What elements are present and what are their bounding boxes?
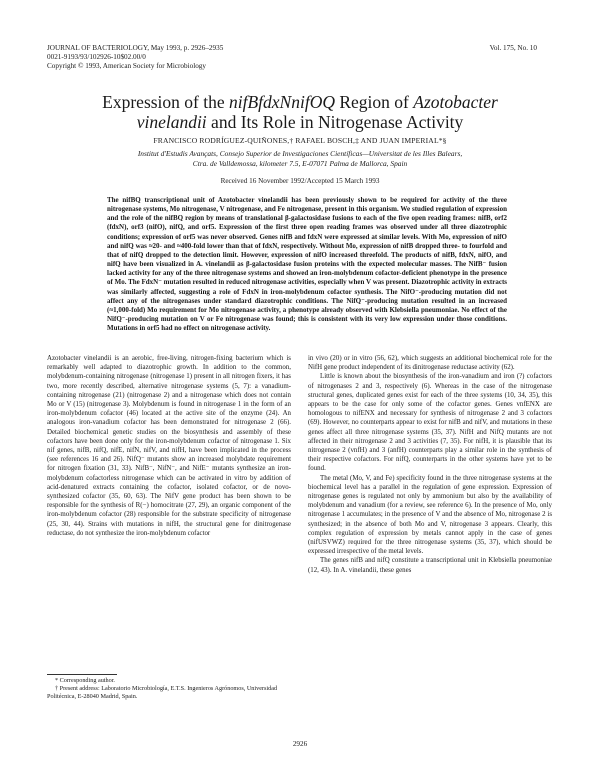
volume-line: Vol. 175, No. 10 [489,44,537,52]
journal-header [47,44,223,71]
body-paragraph: The genes nifB and nifQ constitute a transcriptional unit in Klebsiella pneumoniae (12, 43). In A. vinelandii, these genes [308,557,552,574]
title-part: and Its Role in Nitrogenase Activity [206,112,464,132]
title-part: Expression of the [102,92,230,112]
issn-line: 0021-9193/93/102926-10$02.00/0 [47,53,146,61]
title-part: Region of [334,92,414,112]
abstract: The nifBQ transcriptional unit of Azotobacter vinelandii has been previously shown to be required for activity of the three nitrogenase systems, Mo nitrogenase, V nitrogenase, and Fe nitrogenase, present in this organism. We studied regulation of expression and the role of the nifBQ region by means of translational β-galactosidase fusions to each of the five open reading frames: nifB, orf2 (fdxN), orf3 (nifO), nifQ, and orf5. Expression of the first three open reading frames was observed under all three diazotrophic conditions; expression of orf5 was never observed. Genes nifB and fdxN were expressed at similar levels. With Mo, expression of nifO and nifQ was ≈20- and ≈400-fold lower than that of fdxN, respectively. Without Mo, expression of nifB dropped three- to fourfold and that of nifQ dropped to the detection limit. However, expression of nifO increased threefold. The products of nifB, fdxN, nifO, and nifQ have been visualized in A. vinelandii as β-galactosidase fusion proteins with the expected molecular masses. The NifB⁻ fusion lacked activity for any of the three nitrogenase systems and showed an iron-molybdenum cofactor-deficient phenotype in the presence of Mo. The FdxN⁻ mutation resulted in reduced nitrogenase activities, especially when V was present. Diazotrophic activity in extracts was similarly affected, suggesting a role of FdxN in iron-molybdenum cofactor synthesis. The NifO⁻-producing mutation did not affect any of the nitrogenases under standard diazotrophic conditions. The NifQ⁻-producing mutation resulted in an increased (≈1,000-fold) Mo requirement for Mo nitrogenase activity, a phenotype already observed with Klebsiella pneumoniae. No effect of the NifQ⁻-producing mutation on V or Fe nitrogenase was found; this is consistent with its very low expression under those conditions. Mutations in orf5 had no effect on nitrogenase activity. [107,196,507,333]
received-date: Received 16 November 1992/Accepted 15 March 1993 [220,177,380,185]
footnote-address: † Present address: Laboratorio Microbiología, E.T.S. Ingenieros Agrónomos, Universidad Politécnica, E-28040 Madrid, Spain. [47,685,278,700]
affiliation [90,149,510,168]
body-paragraph: Little is known about the biosynthesis of the iron-vanadium and iron (?) cofactors of nitrogenases 2 and 3, respectively (6). Whereas in the case of the nitrogenase structural genes, duplicated genes exist for each of the three systems (10, 34, 35), this appears to be the case for only some of the cofactor genes. Genes vnfENX are homologous to nifENX and necessary for synthesis of nitrogenase 2 and 3 cofactors (69). However, no counterparts appear to exist for nifB and nifV, and mutations in these genes affect all three nitrogenase systems (35, 37). NifH and NifQ mutants are not affected in their nitrogenase 2 and 3 activities (7, 35). For nifH, it is plausible that its nitrogenase 2 (vnfH) and 3 (anfH) counterparts play a similar role in the synthesis of their respective cofactors. For nifQ, counterparts in the other systems have yet to be found. [308,373,552,473]
copyright-line: Copyright © 1993, American Society for Microbiology [47,62,206,70]
footnote-corresponding: * Corresponding author. [55,677,115,684]
body-column-left [47,354,291,538]
title-species: vinelandii [136,112,207,132]
affiliation-line: Institut d'Estudis Avançats, Consejo Superior de Investigaciones Científicas—Universitat de les Illes Balears, [137,149,463,158]
journal-line: JOURNAL OF BACTERIOLOGY, May 1993, p. 2926–2935 [47,44,224,52]
footnotes [47,677,291,701]
page-number: 2926 [292,740,308,748]
body-paragraph: Azotobacter vinelandii is an aerobic, free-living, nitrogen-fixing bacterium which is remarkably well adapted to diazotrophic growth. In addition to the common, molybdenum-containing nitrogenase (nitrogenase 1) present in all nitrogen fixers, it has two, more recently described, alternative nitrogenase systems (5, 7): a vanadium-containing nitrogenase (21) (nitrogenase 2) and a nitrogenase which does not contain Mo or V (15) (nitrogenase 3). Molybdenum is found in nitrogenase 1 in the form of an iron-molybdenum cofactor (46) located at the active site of the enzyme (24). An analogous iron-vanadium cofactor has been demonstrated for nitrogenase 2 (66). Detailed biochemical genetic studies on the biosynthesis and assembly of these cofactors have been done only for the iron-molybdenum cofactor of nitrogenase 1. Six nif genes, nifB, nifQ, nifE, nifN, nifV, and nifH, have been implicated in the process (see references 16 and 26). NifQ⁻ mutants show an increased molybdate requirement for nitrogen fixation (31, 33). NifB⁻, NifN⁻, and NifE⁻ mutants synthesize an iron-molybdenum cofactorless nitrogenase which can be activated in vitro by addition of acid-denatured extracts containing the cofactor, isolated cofactor, or de novo-synthesized cofactor (35, 60, 63). The NifV gene product has been shown to be responsible for the synthesis of R(−) homocitrate (27, 29), an organic component of the iron-molybdenum cofactor (28) responsible for the substrate specificity of nitrogenase (25, 30, 44). Strains with mutations in nifH, the structural gene for dinitrogenase reductase, do not synthesize the iron-molybdenum cofactor [47,355,291,537]
body-paragraph: in vivo (20) or in vitro (56, 62), which suggests an additional biochemical role for the NifH gene product independent of its dinitrogenase reductase activity (62). [308,355,552,372]
author-list: FRANCISCO RODRÍGUEZ-QUIÑONES,† RAFAEL BOSCH,‡ AND JUAN IMPERIAL*§ [153,136,447,145]
body-paragraph: The metal (Mo, V, and Fe) specificity found in the three nitrogenase systems at the biochemical level has a parallel in the regulation of gene expression. Expression of nitrogenase genes is regulated not only by ammonium but also by the availability of molybdenum and vanadium (for a review, see reference 6). In the presence of Mo, only nitrogenase 1 accumulates; in the presence of V and the absence of Mo, nitrogenase 2 is synthesized; in the absence of both Mo and V, nitrogenase 3 appears. Clearly, this complex regulation of expression by metals cannot apply in the case of genes (nifUSVWZ) required for the three nitrogenase systems (35, 37), which should be expressed irrespective of the metal levels. [308,474,552,556]
title-genus: Azotobacter [413,92,498,112]
affiliation-line: Ctra. de Valldemossa, kilometer 7.5, E-07071 Palma de Mallorca, Spain [192,158,408,168]
body-column-right [308,354,552,575]
title-gene-name: nifBfdxNnifOQ [229,92,335,112]
footnote-rule [47,674,117,675]
article-title [60,92,540,132]
